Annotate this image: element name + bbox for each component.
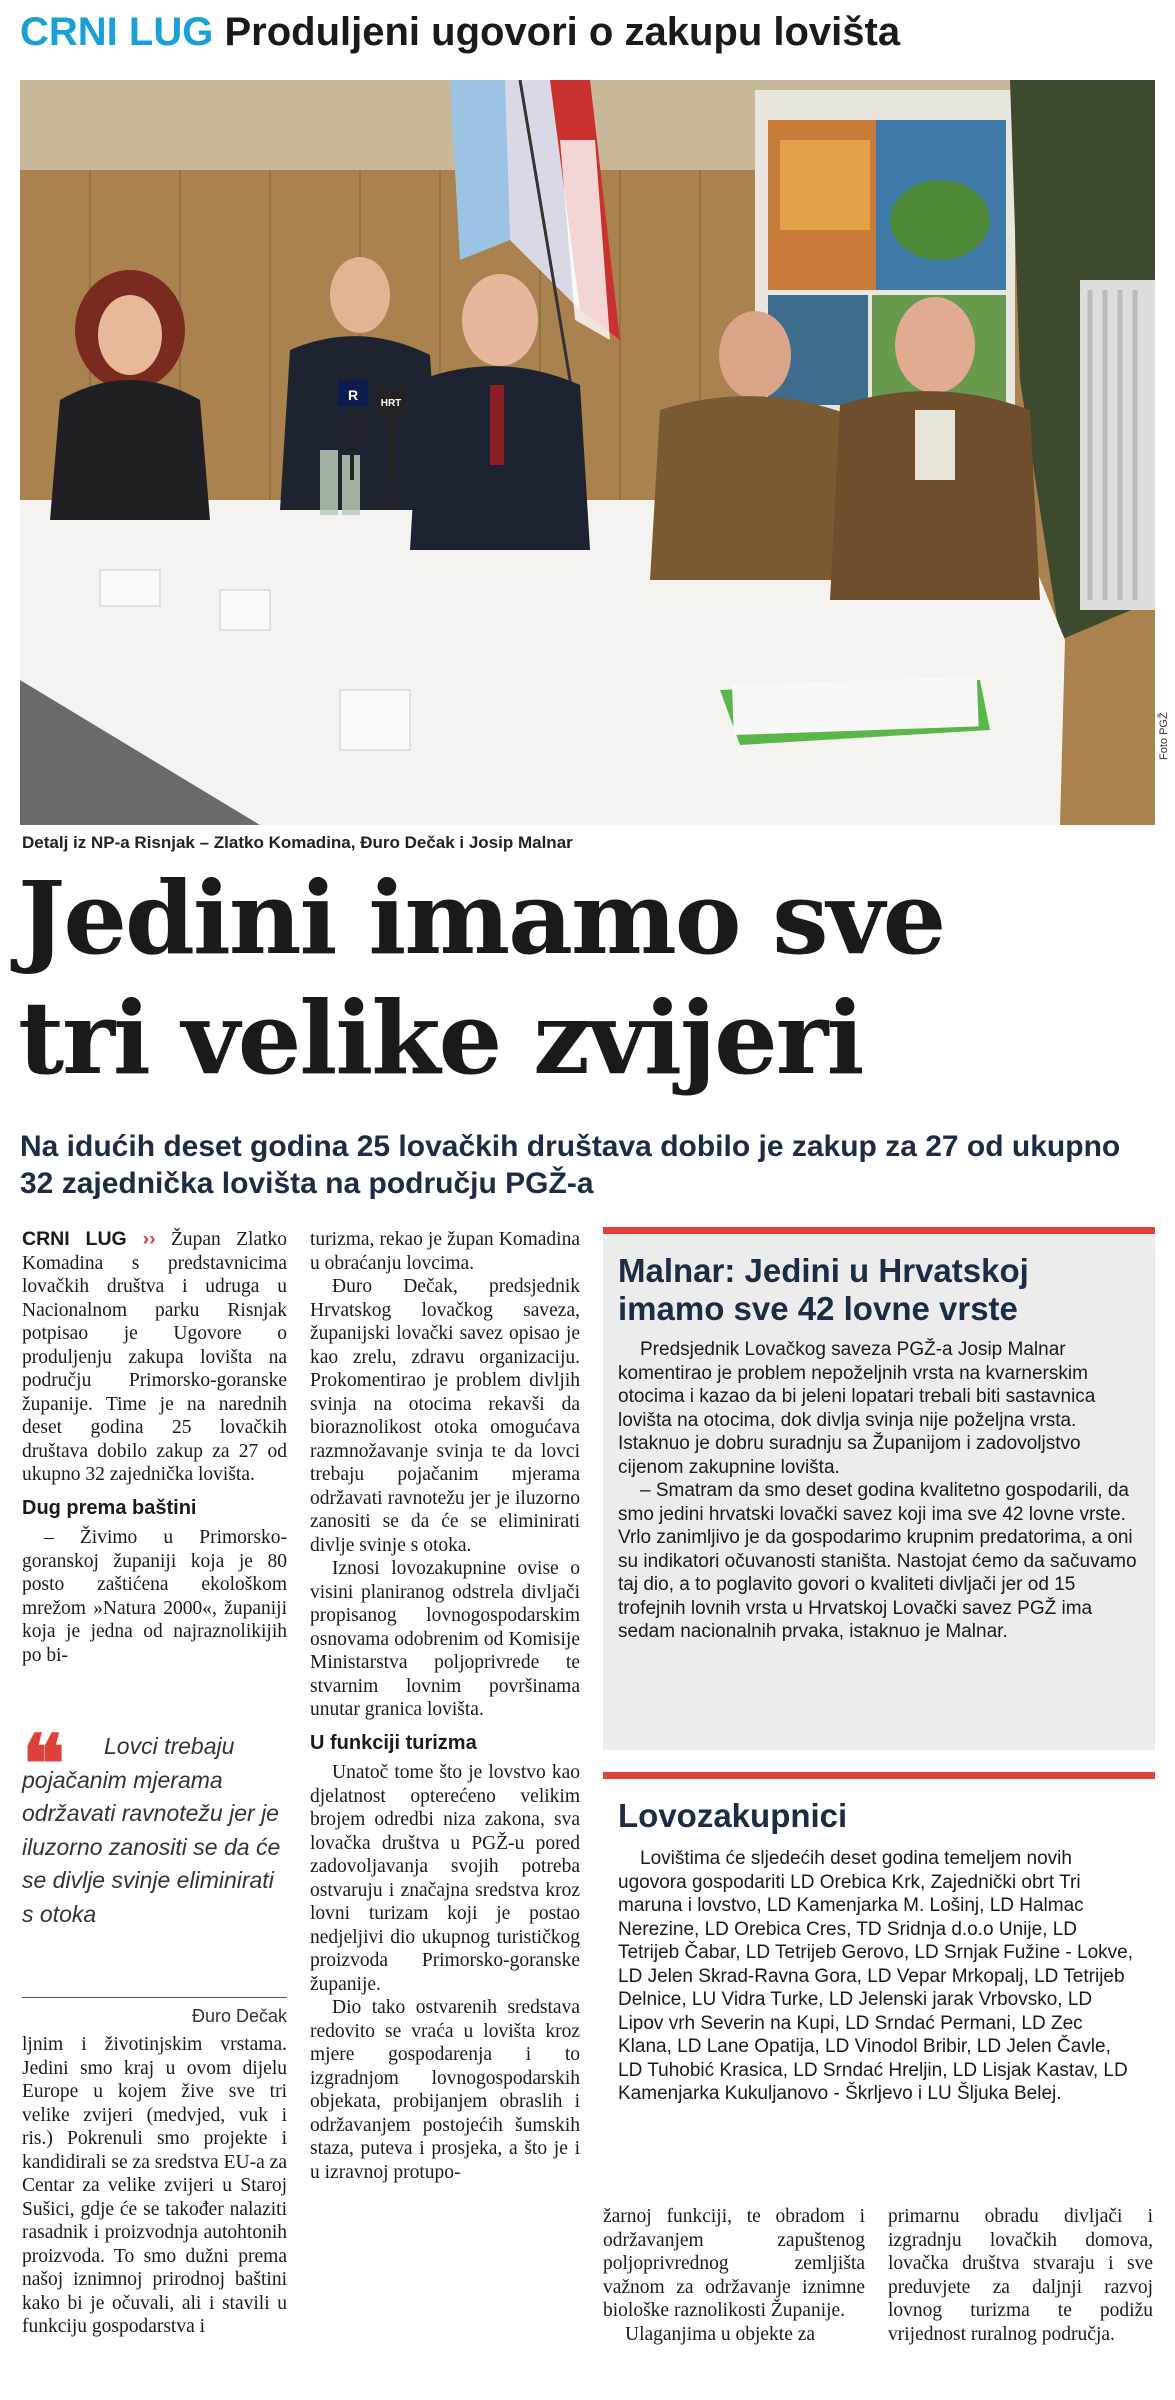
subhead-u-funkciji-turizma: U funkciji turizma <box>310 1731 477 1754</box>
photo-credit: Foto PGŽ <box>1158 712 1170 760</box>
arrow-icon: ›› <box>142 1228 156 1250</box>
rubric <box>20 10 900 54</box>
news-photo <box>20 80 1155 825</box>
quote-mark-icon: ❝ <box>22 1717 66 1811</box>
headline <box>18 858 1168 1098</box>
deck: Na idućih deset godina 25 lovačkih društava dobilo je zakup za 27 od ukupno 32 zajednička lovišta na području PGŽ-a <box>20 1130 1121 1200</box>
col2-para-1: turizma, rekao je župan Komadina u obraćanju lovcima. <box>310 1229 580 1274</box>
sidebar-box-malnar <box>603 1227 1155 1750</box>
column-4 <box>888 2205 1153 2346</box>
column-1-top <box>22 1228 287 1667</box>
article-kicker: CRNI LUG ›› <box>22 1228 156 1250</box>
rubric-kicker: CRNI LUG <box>20 10 214 54</box>
col2-para-2: Đuro Dečak, predsjednik Hrvatskog lovačkog saveza, županijski lovački savez opisao je kao zrelu, zdravu organizaciju. Prokomentirao je problem divljih svinja na otocima rekavši da bioraznolikost otoka omogućava razmnožavanje svinja te da lovci trebaju pojačanim mjerama održavati ravnotežu jer je iluzorno zanositi se da će se eliminirati divlje svinje s otoka. <box>310 1276 580 1556</box>
headline-line-2: tri velike zvijeri <box>18 979 863 1097</box>
quote-author: Đuro Dečak <box>191 2006 287 2026</box>
mic-flag-label-1: R <box>347 387 359 403</box>
box-lovozakupnici-body <box>618 1847 1140 2106</box>
col1-para-1: CRNI LUG ›› Župan Zlatko Komadina s predstavnicima lovačkih društva i udruga u Nacionalnom parku Risnjak potpisao je Ugovore o produljenju zakupa lovišta na području Primorsko-goranske županije. Time je na narednih deset godina 25 lovačkih društava dobilo zakup za 27 od ukupno 32 zajednička lovišta. <box>22 1228 288 1485</box>
photo-illustration <box>20 80 1155 825</box>
quote-divider <box>22 1997 287 1998</box>
mic-flag-label-2: HRT <box>380 398 402 409</box>
subhead-dug-prema-bastini: Dug prema baštini <box>22 1496 197 1519</box>
col4-para-1: primarnu obradu divljači i izgradnju lovačkih domova, lovačka društva stvaraju i sve preduvjete za daljnji razvoj lovnog turizma te podižu vrijednost ruralnog područja. <box>888 2206 1153 2345</box>
column-2 <box>310 1228 580 2184</box>
box-lovozakupnici-para-1: Lovištima će sljedećih deset godina temeljem novih ugovora gospodariti LD Orebica Krk, Zajednički obrt Tri maruna i lovstvo, LD Kamenjarka M. Lošinj, LD Halmac Nerezine, LD Orebica Cres, TD Sridnja d.o.o Unije, LD Tetrijeb Čabar, LD Tetrijeb Gerovo, LD Srnjak Fužine - Lokve, LD Jelen Skrad-Ravna Gora, LD Vepar Mrkopalj, LD Tetrijeb Delnice, LU Vidra Turke, LD Jelenski jarak Vrbovsko, LD Lipov vrh Severin na Kupi, LD Srndać Permani, LD Zec Klana, LD Lane Opatija, LD Vinodol Bribir, LD Jelen Čavle, LD Tuhobić Krasica, LD Srndać Hreljin, LD Lisjak Kastav, LD Kamenjarka Kukuljanovo - Škrljevo i LU Šljuka Belej. <box>618 1848 1133 2104</box>
sidebar-box-lovozakupnici <box>603 1772 1155 2182</box>
box-malnar-body <box>618 1338 1140 1644</box>
col2-para-4: Unatoč tome što je lovstvo kao djelatnost opterećeno velikim brojem odredbi niza zakona, sva lovačka društva u PGŽ-u pored zadovoljavanja svojih potreba ostvaruju i značajna sredstva kroz lovni turizam koji je postao nedjeljivi dio ukupnog turističkog proizvoda Primorsko-goranske županije. <box>310 1762 580 1995</box>
box-malnar-title: Malnar: Jedini u Hrvatskoj imamo sve 42 lovne vrste <box>618 1252 1029 1327</box>
column-3 <box>603 2205 865 2346</box>
col2-para-3: Iznosi lovozakupnine ovise o visini planiranog odstrela divljači propisanog lovnogospodarskim osnovama odobrenim od Komisije Ministarstva poljoprivrede te stvarnim lovnim površinama unutar granica lovišta. <box>310 1558 580 1720</box>
box-malnar-para-2: – Smatram da smo deset godina kvalitetno gospodarili, da smo jedini hrvatski lovački savez koji ima sve 42 lovne vrste. Vrlo zanimljivo je da gospodarimo krupnim predatorima, a oni su indikatori očuvanosti staništa. Nastojat ćemo da sačuvamo taj dio, a to poglavito govori o kvaliteti divljači jer od 15 trofejnih lovnih vrsta u Hrvatskoj Lovački savez PGŽ ima sedam nacionalnih prvaka, istaknuo je Malnar. <box>618 1480 1137 1642</box>
box-malnar-para-1: Predsjednik Lovačkog saveza PGŽ-a Josip Malnar komentirao je problem nepoželjnih vrsta na kvarnerskim otocima i kazao da bi jeleni lopatari trebali biti sastavnica lovišta na otocima, dok divlja svinja nije poželjna vrsta. Istaknuo je dobru suradnju sa Županijom i zadovoljstvo cijenom zakupnine lovišta. <box>618 1339 1096 1478</box>
col1-para-3: ljnim i životinjskim vrstama. Jedini smo kraj u ovom dijelu Europe u kojem žive sve tri velike zvijeri (medvjed, vuk i ris.) Pokrenuli smo projekte i kandidirali se za sredstva EU-a za Centar za velike zvijeri u Staroj Sušici, gdje će se također nalaziti rasadnik i proizvodnja autohtonih proizvoda. To smo dužni prema našoj iznimnoj prirodnoj baštini kako bi je očuvali, ali i stavili u funkciju gospodarstva i <box>22 2034 287 2337</box>
quote-text: Lovci trebaju pojačanim mjerama održavati ravnotežu jer je iluzorno zanositi se da će se divlje svinje eliminirati s otoka <box>22 1733 281 1927</box>
box-lovozakupnici-title: Lovozakupnici <box>618 1797 848 1834</box>
photo-caption: Detalj iz NP-a Risnjak – Zlatko Komadina, Đuro Dečak i Josip Malnar <box>22 833 573 852</box>
col3-para-2: Ulaganjima u objekte za <box>625 2323 816 2345</box>
rubric-title: Produljeni ugovori o zakupu lovišta <box>224 10 901 54</box>
column-1-bottom <box>22 2033 287 2339</box>
col1-para-2: – Živimo u Primorsko-goranskoj županiji koja je 80 posto zaštićena ekološkom mrežom »Natura 2000«, županiji koja je jedna od najraznolikijih po bi- <box>22 1527 287 1666</box>
col2-para-5: Dio tako ostvarenih sredstava redovito se vraća u lovišta kroz mjere gospodarenja i to izgradnjom lovnogospodarskih objekata, probijanjem obraslih i održavanjem postojećih šumskih staza, puteva i prosjeka, a što je i u izravnoj protupo- <box>310 1997 580 2183</box>
pull-quote <box>22 1717 287 2026</box>
col3-para-1: žarnoj funkciji, te obradom i održavanjem zapuštenog poljoprivrednog zemljišta važnom za održavanje iznimne biološke raznolikosti Županije. <box>603 2206 865 2321</box>
headline-line-1: Jedini imamo sve <box>18 859 945 977</box>
